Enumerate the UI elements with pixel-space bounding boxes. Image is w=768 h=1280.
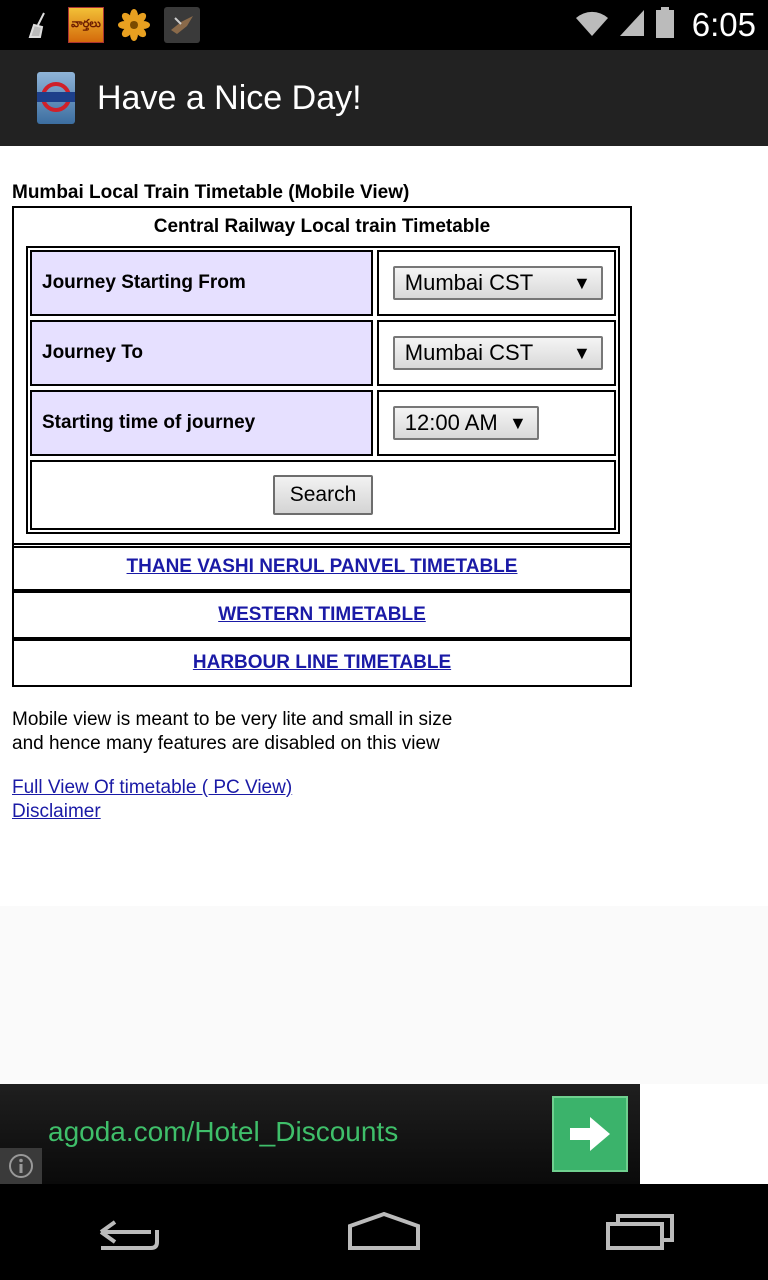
bird-icon	[164, 7, 200, 43]
ad-side-blank	[640, 1084, 768, 1184]
broom-icon	[20, 7, 56, 43]
from-station-value: Mumbai CST	[404, 270, 534, 295]
notification-icons	[20, 6, 200, 44]
status-bar	[0, 0, 768, 50]
mobile-view-note	[12, 708, 452, 756]
flower-icon	[116, 7, 152, 43]
search-cell	[30, 460, 616, 530]
to-cell	[377, 320, 616, 386]
harbour-line-link[interactable]: HARBOUR LINE TIMETABLE	[192, 652, 452, 673]
start-time-value: 12:00 AM	[404, 410, 498, 435]
to-station-value: Mumbai CST	[404, 340, 534, 365]
thane-vashi-nerul-panvel-link[interactable]: THANE VASHI NERUL PANVEL TIMETABLE	[126, 556, 518, 577]
form-row-search	[30, 460, 616, 530]
note-line-1: Mobile view is meant to be very lite and small in size	[12, 709, 453, 730]
app-logo-icon[interactable]	[37, 72, 75, 124]
link-row	[12, 639, 632, 687]
form-caption: Central Railway Local train Timetable	[153, 216, 491, 237]
from-label: Journey Starting From	[30, 250, 373, 316]
blank-area	[0, 906, 768, 1084]
nav-bar	[0, 1184, 768, 1280]
ad-go-button[interactable]	[552, 1096, 628, 1172]
system-status	[574, 0, 756, 50]
dropdown-arrow-icon: ▼	[508, 412, 527, 433]
news-app-icon: వార్తలు	[68, 7, 104, 43]
note-line-2: and hence many features are disabled on this view	[12, 733, 440, 754]
app-title: Have a Nice Day!	[97, 79, 362, 117]
search-button[interactable]: Search	[273, 475, 373, 515]
timetable-links	[12, 543, 632, 687]
from-station-select[interactable]	[393, 266, 603, 300]
timetable-form-box	[12, 206, 632, 548]
form-table	[26, 246, 620, 534]
webview	[0, 146, 768, 906]
wifi-icon	[574, 8, 610, 43]
disclaimer-link[interactable]: Disclaimer	[12, 801, 101, 822]
link-row	[12, 543, 632, 591]
start-time-select[interactable]	[393, 406, 539, 440]
ad-banner[interactable]	[0, 1084, 640, 1184]
clock: 6:05	[691, 6, 756, 43]
form-row-from	[30, 250, 616, 316]
arrow-right-icon	[568, 1114, 612, 1154]
dropdown-arrow-icon: ▼	[572, 342, 591, 363]
to-label: Journey To	[30, 320, 373, 386]
form-row-to	[30, 320, 616, 386]
home-icon[interactable]	[324, 1197, 444, 1267]
form-row-time	[30, 390, 616, 456]
signal-icon	[618, 8, 646, 43]
link-row	[12, 591, 632, 639]
full-view-link[interactable]: Full View Of timetable ( PC View)	[12, 777, 293, 798]
ad-text[interactable]: agoda.com/Hotel_Discounts	[48, 1116, 399, 1147]
action-bar	[0, 50, 768, 146]
info-icon	[8, 1153, 34, 1179]
time-label: Starting time of journey	[30, 390, 373, 456]
recents-icon[interactable]	[580, 1197, 700, 1267]
page-title: Mumbai Local Train Timetable (Mobile View)	[12, 182, 410, 203]
footer-links	[12, 776, 292, 824]
back-icon[interactable]	[68, 1197, 188, 1267]
battery-icon	[654, 7, 676, 44]
time-cell	[377, 390, 616, 456]
to-station-select[interactable]	[393, 336, 603, 370]
western-timetable-link[interactable]: WESTERN TIMETABLE	[218, 604, 426, 625]
from-cell	[377, 250, 616, 316]
ad-info-button[interactable]	[0, 1148, 42, 1184]
dropdown-arrow-icon: ▼	[572, 272, 591, 293]
